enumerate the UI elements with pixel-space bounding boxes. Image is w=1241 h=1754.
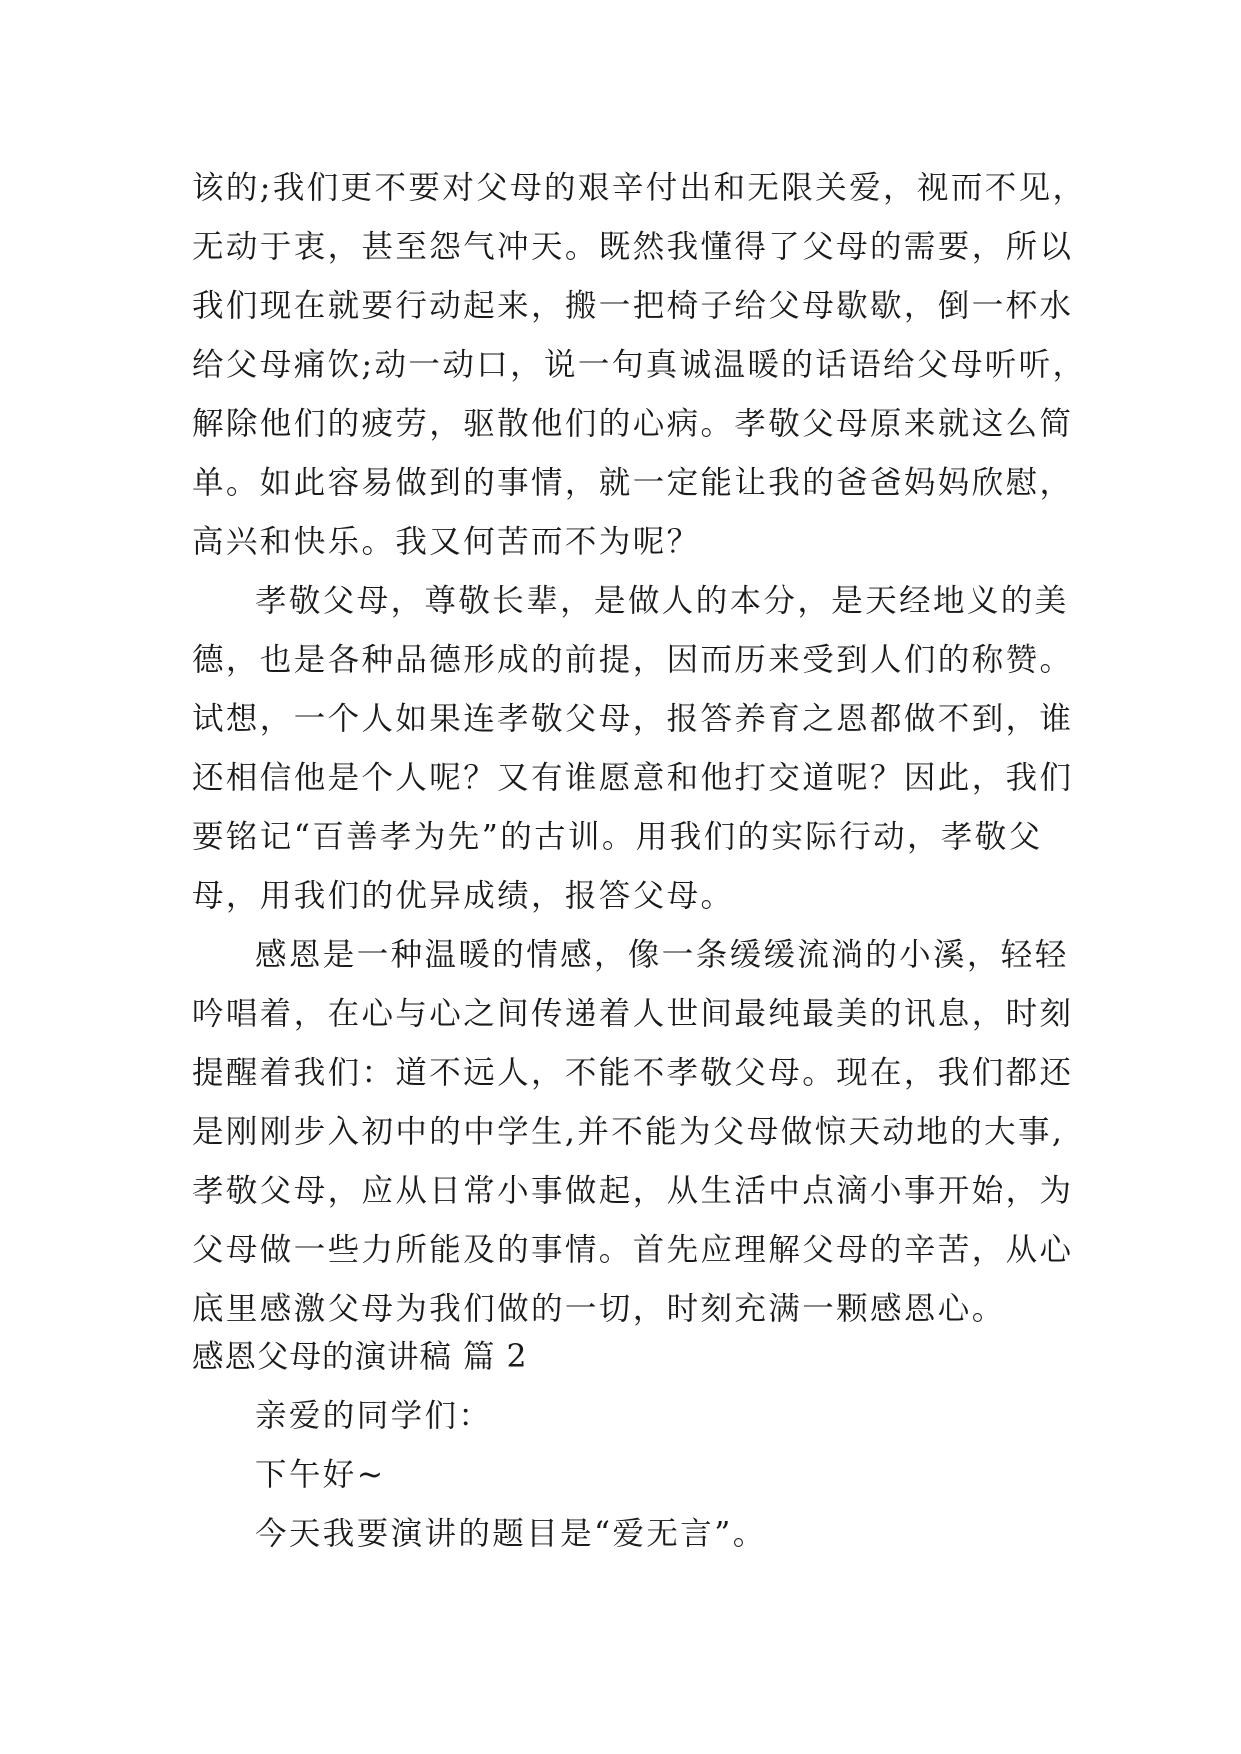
salutation: 亲爱的同学们： (255, 1398, 493, 1434)
paragraph-line: 父母做一些力所能及的事情。首先应理解父母的辛苦，从心 (192, 1232, 1074, 1268)
paragraph-line: 试想，一个人如果连孝敬父母，报答养育之恩都做不到，谁 (192, 701, 1074, 737)
section-heading: 感恩父母的演讲稿 篇 2 (192, 1339, 528, 1375)
paragraph-line: 单。如此容易做到的事情，就一定能让我的爸爸妈妈欣慰， (192, 465, 1074, 501)
paragraph-line: 孝敬父母，应从日常小事做起，从生活中点滴小事开始，为 (192, 1173, 1074, 1209)
paragraph-line: 该的;我们更不要对父母的艰辛付出和无限关爱，视而不见， (192, 170, 1087, 206)
paragraph-line: 还相信他是个人呢？又有谁愿意和他打交道呢？因此，我们 (192, 760, 1074, 796)
paragraph-line: 感恩是一种温暖的情感，像一条缓缓流淌的小溪，轻轻 (255, 937, 1069, 973)
greeting: 下午好~ (255, 1457, 386, 1493)
paragraph-line: 我们现在就要行动起来，搬一把椅子给父母歇歇，倒一杯水 (192, 288, 1074, 324)
paragraph-line: 给父母痛饮;动一动口，说一句真诚温暖的话语给父母听听， (192, 347, 1087, 383)
paragraph-line: 孝敬父母，尊敬长辈，是做人的本分，是天经地义的美 (255, 583, 1069, 619)
paragraph-line: 是刚刚步入初中的中学生,并不能为父母做惊天动地的大事, (192, 1114, 1065, 1150)
speech-intro: 今天我要演讲的题目是“爱无言”。 (255, 1516, 767, 1552)
paragraph-line: 解除他们的疲劳，驱散他们的心病。孝敬父母原来就这么简 (192, 406, 1074, 442)
paragraph-line: 德，也是各种品德形成的前提，因而历来受到人们的称赞。 (192, 642, 1074, 678)
paragraph-line: 底里感激父母为我们做的一切，时刻充满一颗感恩心。 (192, 1291, 1006, 1327)
paragraph-line: 提醒着我们：道不远人，不能不孝敬父母。现在，我们都还 (192, 1055, 1074, 1091)
paragraph-line: 吟唱着，在心与心之间传递着人世间最纯最美的讯息，时刻 (192, 996, 1074, 1032)
paragraph-line: 无动于衷，甚至怨气冲天。既然我懂得了父母的需要，所以 (192, 229, 1074, 265)
paragraph-line: 要铭记“百善孝为先”的古训。用我们的实际行动，孝敬父 (192, 819, 1043, 855)
paragraph-line: 高兴和快乐。我又何苦而不为呢？ (192, 524, 701, 560)
paragraph-line: 母，用我们的优异成绩，报答父母。 (192, 878, 735, 914)
